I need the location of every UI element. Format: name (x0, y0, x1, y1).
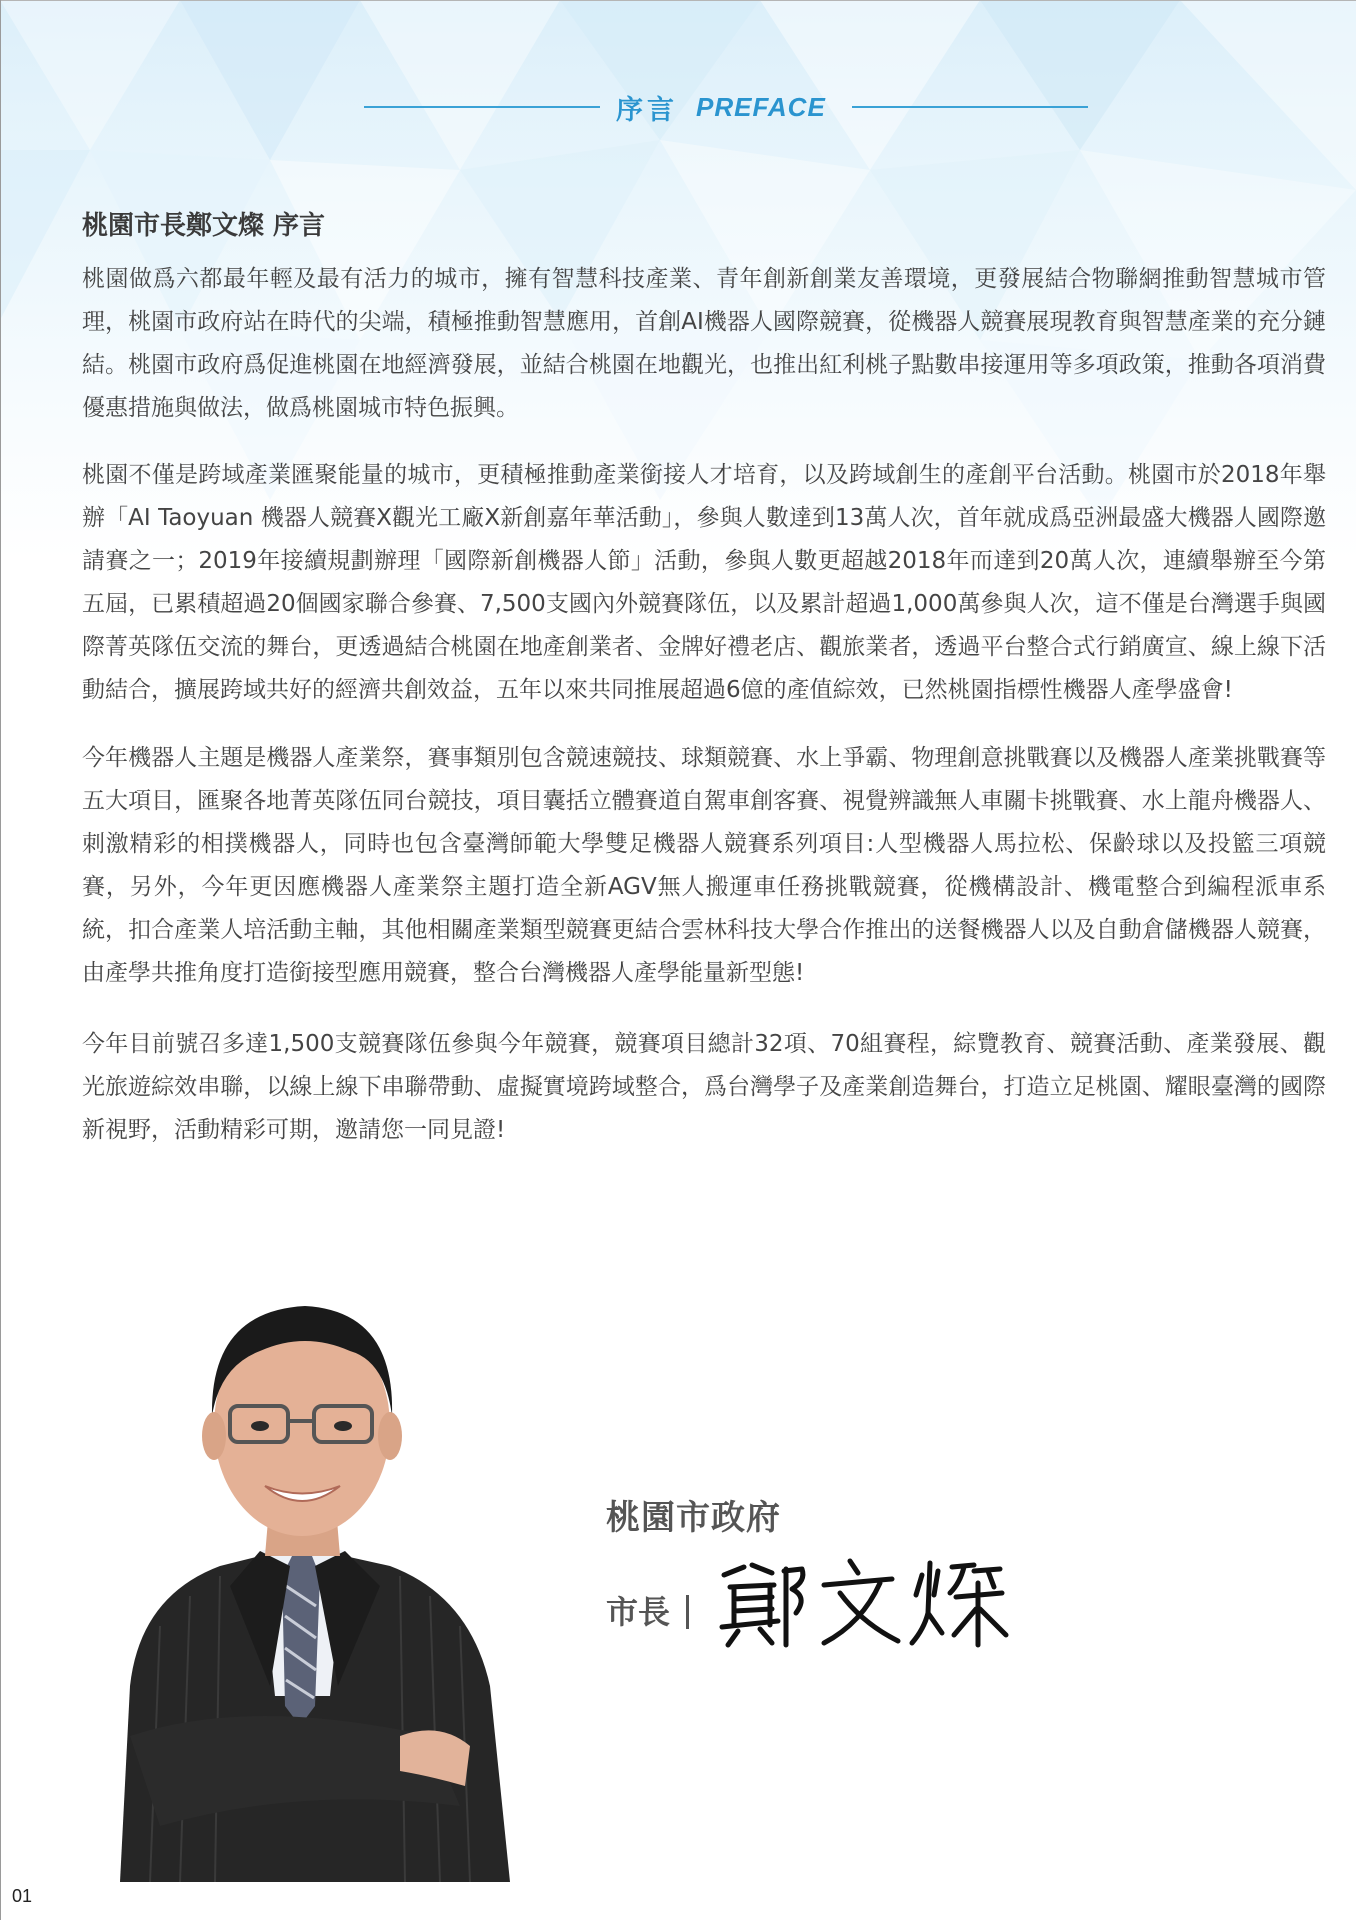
organization-name: 桃園市政府 (606, 1498, 781, 1538)
signature-row (606, 1553, 1026, 1649)
page-border-top (0, 0, 1356, 1)
handwritten-signature (712, 1553, 1012, 1649)
section-title-english: PREFACE (696, 92, 826, 122)
preface-body (82, 206, 1326, 1152)
preface-paragraph-2: 桃園不僅是跨域產業匯聚能量的城市，更積極推動產業銜接人才培育，以及跨域創生的產創平台活動。桃園市於2018年舉辦「AI Taoyuan 機器人競賽X觀光工廠X新創嘉年華活動」，參與人數達到13萬人次，首年就成爲亞洲最盛大機器人國際邀請賽之一；2019年接續規劃辦理「國際新創機器人節」活動，參與人數更超越2018年而達到20萬人次，連續舉辦至今第五屆，已累積超過20個國家聯合參賽、7,500支國內外競賽隊伍，以及累計超過1,000萬參與人次，這不僅是台灣選手與國際菁英隊伍交流的舞台，更透過結合桃園在地產創業者、金牌好禮老店、觀旅業者，透過平台整合式行銷廣宣、線上線下活動結合，擴展跨域共好的經濟共創效益，五年以來共同推展超過6億的產值綜效，已然桃園指標性機器人產學盛會! (82, 462, 1326, 703)
mayor-title: 市長 (606, 1593, 671, 1631)
section-header (0, 88, 1356, 134)
preface-paragraph-4: 今年目前號召多達1,500支競賽隊伍參與今年競賽，競賽項目總計32項、70組賽程，綜覽教育、競賽活動、產業發展、觀光旅遊綜效串聯，以線上線下串聯帶動、虛擬實境跨域整合，爲台灣學子及產業創造舞台，打造立足桃園、耀眼臺灣的國際新視野，活動精彩可期，邀請您一同見證! (82, 1031, 1326, 1143)
preface-paragraph-3: 今年機器人主題是機器人產業祭，賽事類別包含競速競技、球類競賽、水上爭霸、物理創意挑戰賽以及機器人產業挑戰賽等五大項目，匯聚各地菁英隊伍同台競技，項目囊括立體賽道自駕車創客賽、視覺辨識無人車關卡挑戰賽、水上龍舟機器人、刺激精彩的相撲機器人，同時也包含臺灣師範大學雙足機器人競賽系列項目:人型機器人馬拉松、保齡球以及投籃三項競賽，另外，今年更因應機器人產業祭主題打造全新AGV無人搬運車任務挑戰競賽，從機構設計、機電整合到編程派車系統，扣合產業人培活動主軸，其他相關產業類型競賽更結合雲林科技大學合作推出的送餐機器人以及自動倉儲機器人競賽，由產學共推角度打造銜接型應用競賽，整合台灣機器人產學能量新型態! (82, 745, 1326, 986)
title-divider (686, 1595, 689, 1629)
header-rule-right (852, 106, 1088, 108)
signature-block (606, 1490, 1026, 1649)
preface-heading: 桃園市長鄭文燦 序言 (82, 211, 326, 241)
page-number: 01 (12, 1886, 33, 1906)
page-border-left (0, 0, 1, 1920)
header-rule-left (364, 106, 600, 108)
preface-paragraph-1: 桃園做爲六都最年輕及最有活力的城市，擁有智慧科技產業、青年創新創業友善環境，更發展結合物聯網推動智慧城市管理，桃園市政府站在時代的尖端，積極推動智慧應用，首創AI機器人國際競賽，從機器人競賽展現教育與智慧產業的充分鏈結。桃園市政府爲促進桃園在地經濟發展，並結合桃園在地觀光，也推出紅利桃子點數串接運用等多項政策，推動各項消費優惠措施與做法，做爲桃園城市特色振興。 (82, 266, 1326, 421)
section-title-chinese: 序言 (616, 95, 678, 126)
mayor-portrait-photo (100, 1266, 520, 1882)
